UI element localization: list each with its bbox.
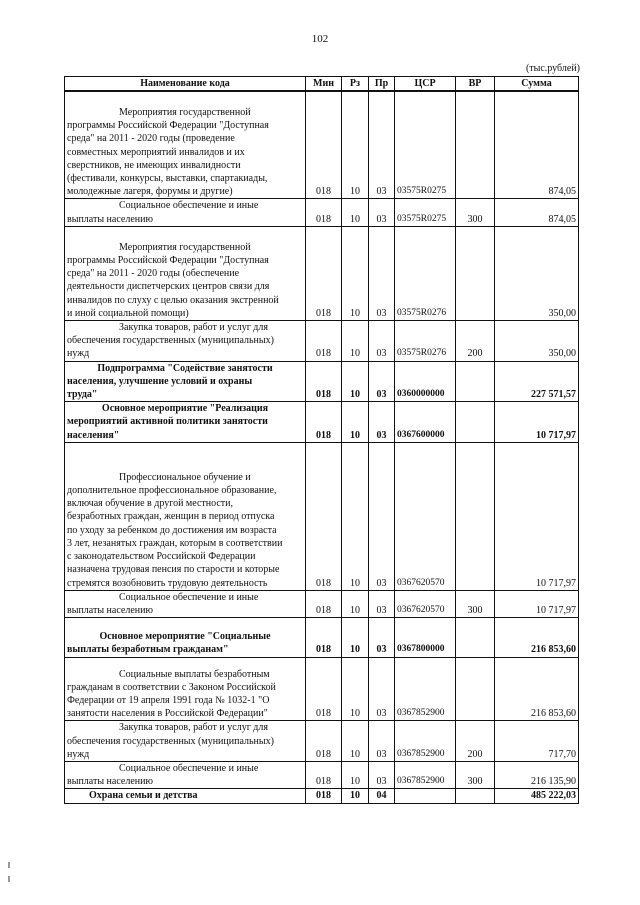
row-name: Закупка товаров, работ и услуг для обеспечения государственных (муниципальных) нужд bbox=[65, 721, 306, 762]
row-min: 018 bbox=[306, 199, 342, 226]
table-row bbox=[65, 657, 579, 721]
row-csr: 0367620570 bbox=[395, 442, 456, 590]
row-csr: 0367852900 bbox=[395, 657, 456, 721]
row-name: Социальное обеспечение и иные выплаты населению bbox=[65, 761, 306, 788]
row-vr: 200 bbox=[456, 321, 495, 362]
row-vr: 300 bbox=[456, 590, 495, 617]
row-sum: 874,05 bbox=[495, 91, 579, 199]
row-rz: 10 bbox=[342, 321, 369, 362]
row-rz: 10 bbox=[342, 442, 369, 590]
page-number: 102 bbox=[311, 33, 329, 45]
header-rz: Рз bbox=[342, 77, 369, 92]
row-sum: 10 717,97 bbox=[495, 442, 579, 590]
row-name: Социальные выплаты безработным гражданам в соответствии с Законом Российской Федерации от 19 апреля 1991 года № 1032-1 "О занятости населения в Российской Федерации" bbox=[65, 657, 306, 721]
scan-artifact bbox=[8, 862, 10, 868]
row-min: 018 bbox=[306, 590, 342, 617]
row-name: Основное мероприятие "Реализация мероприятий активной политики занятости населения" bbox=[65, 402, 306, 443]
row-name: Мероприятия государственной программы Российской Федерации "Доступная среда" на 2011 - 2020 годы (обеспечение деятельности диспетчерских центров связи для инвалидов по слуху с целью оказания экстренной и иной социальной помощи) bbox=[65, 226, 306, 320]
row-vr: 200 bbox=[456, 721, 495, 762]
row-pr: 03 bbox=[369, 618, 395, 657]
row-name: Профессиональное обучение и дополнительное профессиональное образование, включая обучение в другой местности, безработных граждан, женщин в период отпуска по уходу за ребенком до достижения им возраста 3 лет, незанятых граждан, которым в соответствии с законодательством Российской Федерации назначена трудовая пенсия по старости и которые стремятся возобновить трудовую деятельность bbox=[65, 442, 306, 590]
table-row bbox=[65, 321, 579, 362]
table-row bbox=[65, 199, 579, 226]
table-row bbox=[65, 91, 579, 199]
row-min: 018 bbox=[306, 761, 342, 788]
table-row bbox=[65, 226, 579, 320]
row-vr bbox=[456, 789, 495, 803]
row-min: 018 bbox=[306, 321, 342, 362]
row-csr: 0360000000 bbox=[395, 361, 456, 402]
row-pr: 03 bbox=[369, 91, 395, 199]
table-row bbox=[65, 789, 579, 803]
row-name: Закупка товаров, работ и услуг для обеспечения государственных (муниципальных) нужд bbox=[65, 321, 306, 362]
row-csr: 03575R0276 bbox=[395, 226, 456, 320]
row-pr: 03 bbox=[369, 321, 395, 362]
row-min: 018 bbox=[306, 789, 342, 803]
header-csr: ЦСР bbox=[395, 77, 456, 92]
header-pr: Пр bbox=[369, 77, 395, 92]
row-min: 018 bbox=[306, 442, 342, 590]
row-min: 018 bbox=[306, 657, 342, 721]
row-min: 018 bbox=[306, 91, 342, 199]
row-min: 018 bbox=[306, 402, 342, 443]
table-row bbox=[65, 402, 579, 443]
row-rz: 10 bbox=[342, 361, 369, 402]
row-csr bbox=[395, 789, 456, 803]
row-rz: 10 bbox=[342, 199, 369, 226]
row-vr bbox=[456, 226, 495, 320]
row-vr: 300 bbox=[456, 199, 495, 226]
row-csr: 0367852900 bbox=[395, 761, 456, 788]
row-name: Охрана семьи и детства bbox=[65, 789, 306, 803]
row-rz: 10 bbox=[342, 789, 369, 803]
row-csr: 03575R0275 bbox=[395, 199, 456, 226]
row-csr: 0367600000 bbox=[395, 402, 456, 443]
row-rz: 10 bbox=[342, 618, 369, 657]
row-min: 018 bbox=[306, 721, 342, 762]
row-csr: 0367800000 bbox=[395, 618, 456, 657]
row-pr: 03 bbox=[369, 199, 395, 226]
row-pr: 03 bbox=[369, 402, 395, 443]
row-vr bbox=[456, 618, 495, 657]
row-pr: 03 bbox=[369, 721, 395, 762]
table-row bbox=[65, 721, 579, 762]
row-vr bbox=[456, 361, 495, 402]
row-rz: 10 bbox=[342, 402, 369, 443]
row-sum: 10 717,97 bbox=[495, 402, 579, 443]
row-sum: 350,00 bbox=[495, 321, 579, 362]
row-name: Социальное обеспечение и иные выплаты населению bbox=[65, 590, 306, 617]
header-row bbox=[65, 77, 579, 92]
row-min: 018 bbox=[306, 226, 342, 320]
row-name: Основное мероприятие "Социальные выплаты безработным гражданам" bbox=[65, 618, 306, 657]
row-csr: 03575R0276 bbox=[395, 321, 456, 362]
row-sum: 216 853,60 bbox=[495, 618, 579, 657]
row-rz: 10 bbox=[342, 761, 369, 788]
row-name: Мероприятия государственной программы Российской Федерации "Доступная среда" на 2011 - 2020 годы (проведение совместных мероприятий инвалидов и их сверстников, не имеющих инвалидности (фестивали, конкурсы, выставки, спартакиады, молодежные лагеря, форумы и другие) bbox=[65, 91, 306, 199]
row-rz: 10 bbox=[342, 91, 369, 199]
row-name: Подпрограмма "Содействие занятости населения, улучшение условий и охраны труда" bbox=[65, 361, 306, 402]
header-sum: Сумма bbox=[495, 77, 579, 92]
row-sum: 350,00 bbox=[495, 226, 579, 320]
budget-table bbox=[64, 76, 579, 804]
row-vr bbox=[456, 402, 495, 443]
unit-note: (тыс.рублей) bbox=[525, 63, 580, 74]
row-vr bbox=[456, 91, 495, 199]
scan-artifact bbox=[8, 876, 10, 882]
row-rz: 10 bbox=[342, 721, 369, 762]
header-min: Мин bbox=[306, 77, 342, 92]
row-pr: 03 bbox=[369, 361, 395, 402]
row-sum: 216 853,60 bbox=[495, 657, 579, 721]
row-pr: 03 bbox=[369, 442, 395, 590]
row-vr bbox=[456, 657, 495, 721]
row-sum: 10 717,97 bbox=[495, 590, 579, 617]
row-vr: 300 bbox=[456, 761, 495, 788]
row-sum: 485 222,03 bbox=[495, 789, 579, 803]
row-rz: 10 bbox=[342, 226, 369, 320]
row-rz: 10 bbox=[342, 590, 369, 617]
row-min: 018 bbox=[306, 618, 342, 657]
row-rz: 10 bbox=[342, 657, 369, 721]
row-csr: 03575R0275 bbox=[395, 91, 456, 199]
header-name: Наименование кода bbox=[65, 77, 306, 92]
row-pr: 03 bbox=[369, 657, 395, 721]
row-name: Социальное обеспечение и иные выплаты населению bbox=[65, 199, 306, 226]
row-vr bbox=[456, 442, 495, 590]
table-row bbox=[65, 442, 579, 590]
table-row bbox=[65, 361, 579, 402]
row-min: 018 bbox=[306, 361, 342, 402]
row-sum: 717,70 bbox=[495, 721, 579, 762]
table-row bbox=[65, 590, 579, 617]
row-sum: 227 571,57 bbox=[495, 361, 579, 402]
table-row bbox=[65, 761, 579, 788]
row-pr: 03 bbox=[369, 590, 395, 617]
row-pr: 03 bbox=[369, 226, 395, 320]
row-csr: 0367620570 bbox=[395, 590, 456, 617]
row-sum: 216 135,90 bbox=[495, 761, 579, 788]
table-row bbox=[65, 618, 579, 657]
row-pr: 03 bbox=[369, 761, 395, 788]
row-sum: 874,05 bbox=[495, 199, 579, 226]
header-vr: ВР bbox=[456, 77, 495, 92]
row-csr: 0367852900 bbox=[395, 721, 456, 762]
row-pr: 04 bbox=[369, 789, 395, 803]
